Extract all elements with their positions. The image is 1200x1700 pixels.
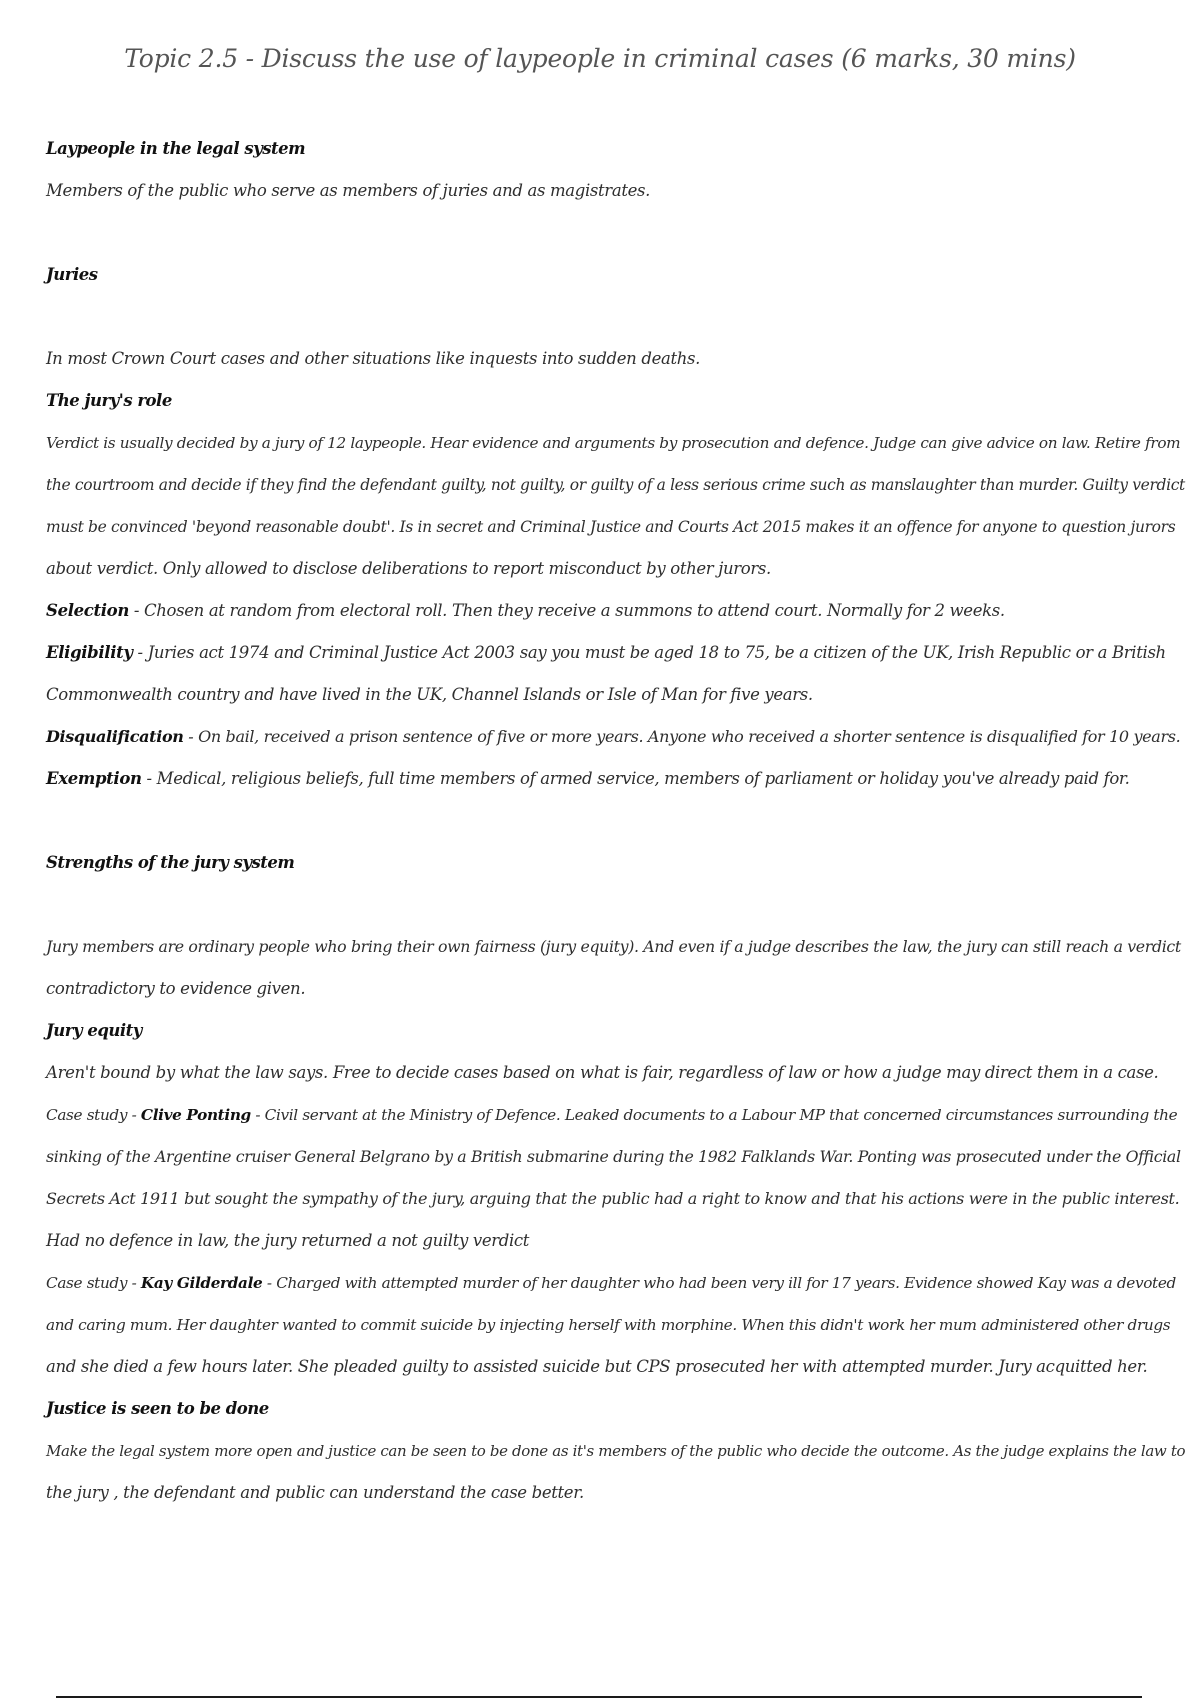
eligibility-label: Eligibility: [46, 643, 133, 662]
jury-role-line: must be convinced 'beyond reasonable doubt'. Is in secret and Criminal Justice and Courts Act 2015 makes it an offence for anyone to question jurors: [46, 518, 1176, 536]
eligibility-paragraph: [46, 632, 1186, 674]
laypeople-definition: Members of the public who serve as members of juries and as magistrates.: [46, 181, 651, 200]
juries-intro: In most Crown Court cases and other situations like inquests into sudden deaths.: [46, 349, 701, 368]
selection-paragraph: [46, 590, 1186, 632]
eligibility-text: - Juries act 1974 and Criminal Justice Act 2003 say you must be aged 18 to 75, be a citizen of the UK, Irish Republic or a British: [132, 643, 1166, 662]
section-heading-laypeople: Laypeople in the legal system: [46, 139, 306, 158]
exemption-paragraph: [46, 758, 1186, 800]
section-heading-juries: Juries: [46, 265, 98, 284]
case-study-gilderdale-line: and she died a few hours later. She pleaded guilty to assisted suicide but CPS prosecuted her with attempted murder. Jury acquitted her.: [46, 1357, 1148, 1376]
case-study-ponting: [46, 1094, 1186, 1136]
case-study-ponting-line: Secrets Act 1911 but sought the sympathy of the jury, arguing that the public had a right to know and that his actions were in the public interest.: [46, 1189, 1180, 1208]
jury-equity-text: Aren't bound by what the law says. Free to decide cases based on what is fair, regardless of law or how a judge may direct them in a case.: [46, 1063, 1159, 1082]
case-study-gilderdale-line: and caring mum. Her daughter wanted to commit suicide by injecting herself with morphine. When this didn't work her mum administered other drugs: [46, 1316, 1171, 1334]
case-study-text: - Civil servant at the Ministry of Defence. Leaked documents to a Labour MP that concerned circumstances surrounding the: [250, 1106, 1178, 1124]
subheading-jury-role: The jury's role: [46, 391, 172, 410]
jury-role-line: the courtroom and decide if they find the defendant guilty, not guilty, or guilty of a less serious crime such as manslaughter than murder. Guilty verdict: [46, 476, 1185, 494]
subheading-jury-equity: Jury equity: [46, 1021, 142, 1040]
exemption-label: Exemption: [46, 769, 142, 788]
disqualification-paragraph: [46, 716, 1186, 758]
case-study-gilderdale: [46, 1262, 1186, 1304]
case-study-name: Kay Gilderdale: [140, 1274, 263, 1292]
jury-role-line: Verdict is usually decided by a jury of 12 laypeople. Hear evidence and arguments by prosecution and defence. Judge can give advice on law. Retire from: [46, 434, 1181, 452]
footer-divider: [56, 1696, 1142, 1698]
section-heading-strengths: Strengths of the jury system: [46, 853, 295, 872]
selection-label: Selection: [46, 601, 129, 620]
disqualification-label: Disqualification: [46, 727, 184, 746]
case-study-name: Clive Ponting: [140, 1106, 251, 1124]
justice-seen-line: Make the legal system more open and justice can be seen to be done as it's members of the public who decide the outcome. As the judge explains the law to: [46, 1442, 1186, 1460]
case-study-prefix: Case study -: [46, 1106, 141, 1124]
selection-text: - Chosen at random from electoral roll. Then they receive a summons to attend court. Normally for 2 weeks.: [128, 601, 1005, 620]
eligibility-continuation: Commonwealth country and have lived in the UK, Channel Islands or Isle of Man for five years.: [46, 685, 813, 704]
jury-role-line: about verdict. Only allowed to disclose deliberations to report misconduct by other jurors.: [46, 559, 771, 578]
justice-seen-line: the jury , the defendant and public can understand the case better.: [46, 1483, 584, 1502]
case-study-ponting-line: Had no defence in law, the jury returned a not guilty verdict: [46, 1231, 530, 1250]
notes-body: [46, 128, 1186, 1514]
page-title: Topic 2.5 - Discuss the use of laypeople in criminal cases (6 marks, 30 mins): [124, 44, 1076, 73]
case-study-prefix: Case study -: [46, 1274, 141, 1292]
case-study-text: - Charged with attempted murder of her daughter who had been very ill for 17 years. Evidence showed Kay was a devoted: [262, 1274, 1176, 1292]
disqualification-text: - On bail, received a prison sentence of five or more years. Anyone who received a shorter sentence is disqualified for 10 years.: [183, 727, 1181, 746]
strengths-intro-line: contradictory to evidence given.: [46, 979, 306, 998]
subheading-justice-seen: Justice is seen to be done: [46, 1399, 269, 1418]
strengths-intro-line: Jury members are ordinary people who bring their own fairness (jury equity). And even if a judge describes the law, the jury can still reach a verdict: [46, 937, 1181, 956]
exemption-text: - Medical, religious beliefs, full time members of armed service, members of parliament or holiday you've already paid for.: [141, 769, 1130, 788]
case-study-ponting-line: sinking of the Argentine cruiser General Belgrano by a British submarine during the 1982 Falklands War. Ponting was prosecuted under the Official: [46, 1147, 1181, 1166]
